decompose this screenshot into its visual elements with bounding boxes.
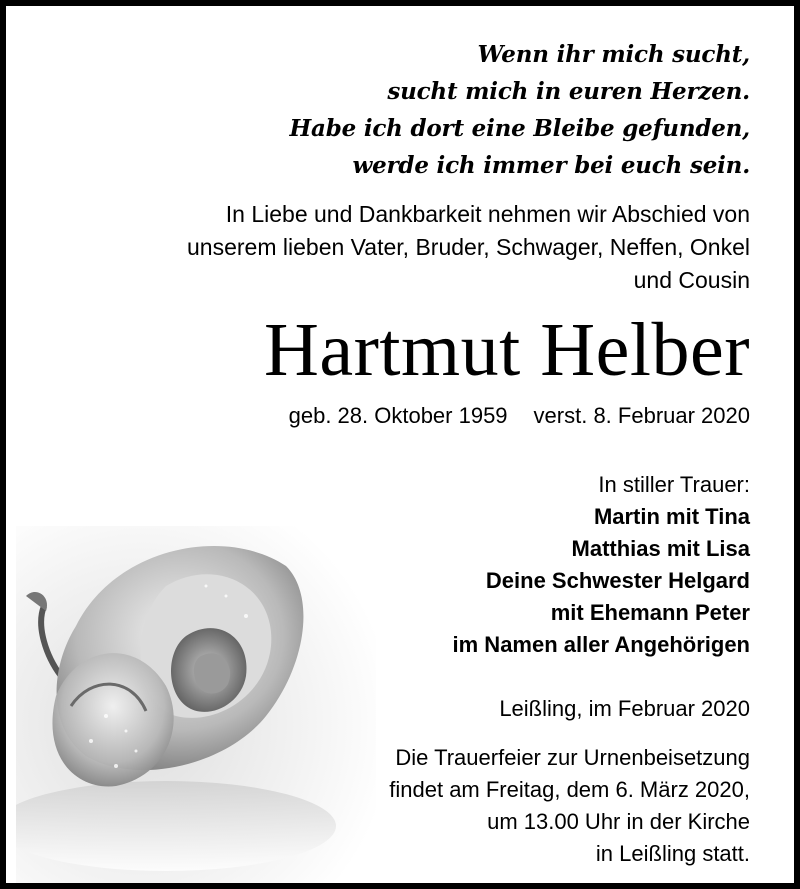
poem-line: Wenn ihr mich sucht, [477,41,750,68]
mourner-name: im Namen aller Angehörigen [452,632,750,657]
mourner-name: Deine Schwester Helgard [485,568,750,593]
intro-line: und Cousin [633,267,750,293]
deceased-name: Hartmut Helber [263,308,750,392]
mourners-heading: In stiller Trauer: [598,472,750,497]
rose-illustration [16,526,376,886]
mourner-name: Martin mit Tina [593,504,750,529]
farewell-intro [187,198,750,297]
intro-line: In Liebe und Dankbarkeit nehmen wir Abschied von [225,201,750,227]
birth-date: geb. 28. Oktober 1959 [288,403,508,428]
poem-line: sucht mich in euren Herzen. [387,78,750,105]
service-line: findet am Freitag, dem 6. März 2020, [389,777,750,802]
place-and-date: Leißling, im Februar 2020 [499,696,750,721]
mourners-list [453,469,750,661]
funeral-service-info [389,742,750,870]
death-date: verst. 8. Februar 2020 [533,403,750,428]
mourner-name: mit Ehemann Peter [550,600,750,625]
service-line: in Leißling statt. [595,841,750,866]
poem-verse [289,36,750,184]
poem-line: Habe ich dort eine Bleibe gefunden, [289,115,750,142]
poem-line: werde ich immer bei euch sein. [352,152,750,179]
mourner-name: Matthias mit Lisa [571,536,750,561]
life-dates [289,401,750,431]
service-line: um 13.00 Uhr in der Kirche [487,809,750,834]
service-line: Die Trauerfeier zur Urnenbeisetzung [395,745,750,770]
intro-line: unserem lieben Vater, Bruder, Schwager, Neffen, Onkel [187,234,750,260]
